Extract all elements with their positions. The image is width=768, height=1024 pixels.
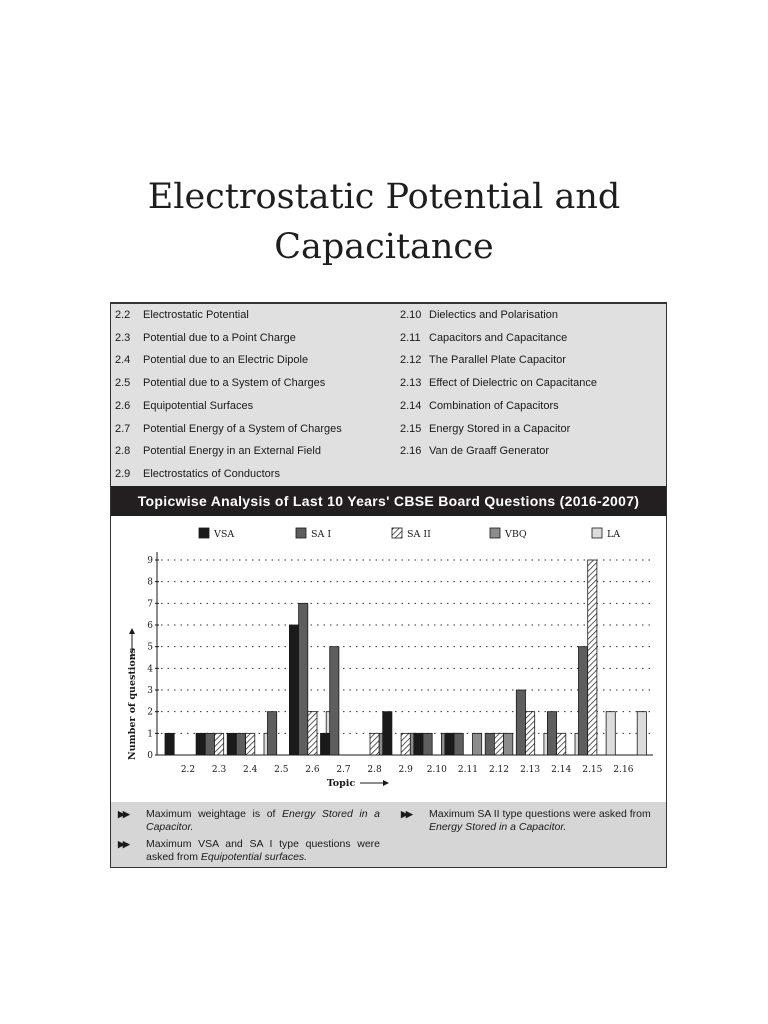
y-tick-label: 0 — [147, 751, 153, 761]
topic-name: Potential due to a System of Charges — [143, 377, 326, 390]
y-tick-label: 6 — [147, 621, 153, 631]
topic-name: Potential due to a Point Charge — [143, 331, 296, 344]
x-tick-label: 2.3 — [211, 765, 227, 775]
legend-swatch — [199, 528, 209, 538]
topic-number: 2.2 — [115, 309, 131, 321]
legend-swatch — [296, 528, 306, 538]
topic-number: 2.3 — [115, 331, 131, 344]
x-tick-label: 2.16 — [613, 765, 634, 775]
bar-sa-i — [485, 733, 494, 755]
bar-sa-ii — [215, 733, 224, 755]
bar-vsa — [414, 733, 423, 755]
bar-vsa — [445, 733, 454, 755]
topic-name: Effect of Dielectric on Capacitance — [429, 377, 597, 390]
note-text — [146, 838, 380, 864]
topic-name: Van de Graaff Generator — [429, 445, 550, 458]
y-tick-label: 7 — [147, 599, 153, 610]
note-text — [146, 808, 380, 834]
legend-label: SA II — [407, 529, 431, 540]
topic-number: 2.6 — [115, 399, 131, 412]
topic-name: Electrostatic Potential — [143, 309, 249, 321]
legend-label: VBQ — [505, 529, 527, 540]
y-tick-label: 2 — [147, 707, 153, 718]
bar-sa-i — [299, 603, 308, 755]
bar-vsa — [383, 712, 392, 755]
y-tick-label: 8 — [147, 577, 153, 588]
topic-name: Potential Energy of a System of Charges — [143, 422, 342, 435]
legend-swatch — [392, 528, 402, 538]
legend-label: SA I — [311, 529, 332, 540]
topic-name: Dielectics and Polarisation — [429, 309, 559, 321]
topic-number: 2.13 — [400, 377, 422, 390]
note-emphasis: Equipotential surfaces. — [200, 851, 308, 863]
legend-swatch — [490, 528, 500, 538]
bar-sa-ii — [401, 733, 410, 755]
bar-sa-i — [205, 733, 214, 755]
bar-vsa — [165, 733, 174, 755]
note-segment: Maximum VSA and SA I type questions were asked from — [146, 838, 380, 863]
topic-number: 2.11 — [400, 331, 421, 344]
bar-sa-ii — [588, 560, 597, 755]
topic-name: Potential due to an Electric Dipole — [143, 354, 309, 367]
page-title — [0, 172, 768, 272]
bar-vbq — [504, 733, 513, 755]
bar-vsa — [289, 625, 298, 755]
x-tick-label: 2.7 — [336, 765, 351, 775]
x-tick-label: 2.9 — [398, 765, 413, 775]
note-text — [429, 808, 663, 834]
bar-la — [606, 712, 615, 755]
topic-number: 2.9 — [115, 467, 131, 480]
bar-la — [637, 712, 646, 755]
double-arrow-icon: ▶▶ — [401, 809, 411, 819]
topic-number: 2.7 — [115, 422, 131, 435]
topic-name: Equipotential Surfaces — [143, 399, 254, 412]
y-tick-label: 3 — [147, 686, 153, 696]
bar-sa-i — [423, 733, 432, 755]
bar-sa-ii — [370, 733, 379, 755]
x-tick-label: 2.8 — [367, 765, 382, 775]
x-tick-label: 2.6 — [305, 765, 320, 775]
bar-chart — [111, 516, 666, 802]
y-tick-label: 1 — [147, 729, 153, 740]
y-tick-label: 9 — [147, 556, 153, 566]
topic-name: Energy Stored in a Capacitor — [429, 422, 571, 435]
notes-panel — [111, 802, 666, 867]
chart-area — [111, 516, 666, 802]
bar-sa-i — [236, 733, 245, 755]
bar-vsa — [321, 733, 330, 755]
bar-sa-ii — [526, 712, 535, 755]
x-axis-arrowhead-icon — [383, 780, 389, 786]
topic-number: 2.15 — [400, 422, 422, 435]
x-tick-label: 2.11 — [457, 765, 478, 775]
bar-sa-ii — [308, 712, 317, 755]
topic-analysis-box — [110, 302, 667, 868]
note-segment: Maximum SA II type questions were asked from — [429, 808, 651, 820]
topic-name: Combination of Capacitors — [429, 399, 559, 412]
topic-name: The Parallel Plate Capacitor — [429, 354, 566, 367]
topic-number: 2.16 — [400, 445, 422, 458]
title-line-1: Electrostatic Potential and — [147, 177, 621, 217]
bar-sa-i — [330, 647, 339, 755]
note-segment: Maximum weightage is of — [146, 808, 283, 820]
y-tick-label: 5 — [147, 642, 153, 653]
legend-label: LA — [607, 529, 621, 540]
topic-name: Electrostatics of Conductors — [143, 467, 280, 480]
bar-sa-ii — [246, 733, 255, 755]
topic-name: Potential Energy in an External Field — [143, 445, 321, 458]
y-axis-label: Number of questions — [127, 648, 138, 760]
x-tick-label: 2.12 — [488, 765, 510, 775]
x-tick-label: 2.4 — [243, 765, 258, 775]
note-emphasis: Energy Stored in a Capacitor. — [146, 808, 381, 833]
topic-number: 2.5 — [115, 377, 131, 390]
bar-sa-i — [454, 733, 463, 755]
bar-sa-i — [268, 712, 277, 755]
double-arrow-icon: ▶▶ — [118, 809, 128, 819]
x-axis-label: Topic — [326, 778, 356, 789]
x-tick-label: 2.14 — [551, 765, 572, 775]
double-arrow-icon: ▶▶ — [118, 839, 128, 849]
legend-swatch — [592, 528, 602, 538]
topic-list — [111, 303, 666, 487]
bar-sa-ii — [557, 733, 566, 755]
topic-number: 2.14 — [400, 399, 422, 412]
x-tick-label: 2.10 — [426, 765, 447, 775]
topic-number: 2.12 — [400, 354, 422, 367]
bar-sa-i — [579, 647, 588, 755]
bar-sa-i — [547, 712, 556, 755]
y-axis-arrowhead-icon — [129, 628, 135, 634]
bar-sa-i — [516, 690, 525, 755]
topic-number: 2.10 — [400, 309, 422, 321]
title-line-2: Capacitance — [274, 227, 494, 267]
bar-sa-ii — [494, 733, 503, 755]
topic-name: Capacitors and Capacitance — [429, 331, 568, 344]
bar-vsa — [196, 733, 205, 755]
bar-vsa — [227, 733, 236, 755]
analysis-banner: Topicwise Analysis of Last 10 Years' CBSE Board Questions (2016-2007) — [111, 486, 666, 516]
legend-label: VSA — [214, 529, 235, 540]
topic-number: 2.8 — [115, 445, 131, 458]
x-tick-label: 2.15 — [582, 765, 603, 775]
x-tick-label: 2.2 — [180, 765, 196, 775]
topic-number: 2.4 — [115, 354, 131, 367]
x-tick-label: 2.5 — [274, 765, 289, 775]
y-tick-label: 4 — [147, 664, 153, 675]
note-emphasis: Energy Stored in a Capacitor. — [429, 821, 567, 833]
bar-vbq — [473, 733, 482, 755]
x-tick-label: 2.13 — [520, 765, 541, 775]
